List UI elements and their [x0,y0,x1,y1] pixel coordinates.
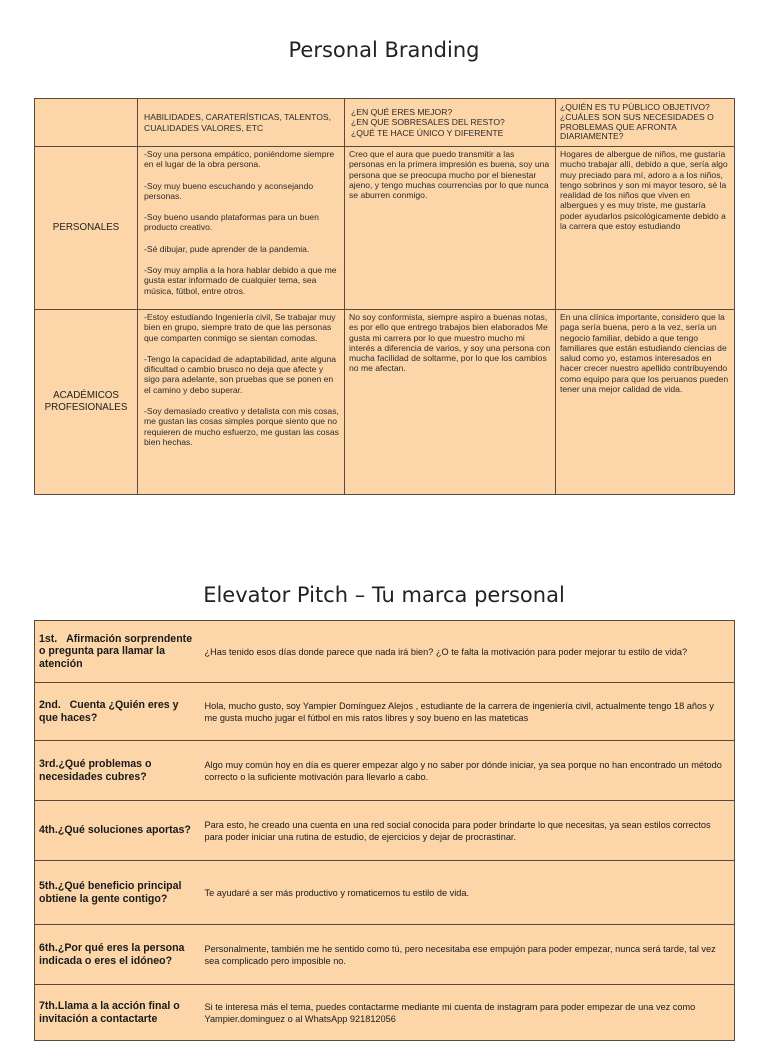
academicos-audience-cell: En una clínica importante, considero que la paga sería buena, pero a la vez, sería un negocio familiar, debido a que tengo familiares que están estudiando ciencias de salud como yo, estamos interesados en hacer crecer nuestro apellido contribuyendo como equipo para que los peruanos pueden tener una mejor calidad de vida. [556,310,735,495]
pitch-question-text: Afirmación sorprendente o pregunta para llamar la atención [39,632,193,670]
pitch-question-text: ¿Qué beneficio principal obtiene la gente contigo? [39,879,182,905]
header-skills: HABILIDADES, CARATERÍSTICAS, TALENTOS, CUALIDADES VALORES, ETC [138,99,345,147]
pitch-row [35,741,735,801]
personales-skill-item: -Sé dibujar, pude aprender de la pandemia. [144,243,310,254]
pitch-row [35,621,735,683]
elevator-pitch-table [34,620,735,1041]
pitch-row [35,925,735,985]
header-strengths-text: ¿EN QUÉ ERES MEJOR? ¿EN QUE SOBRESALES DEL RESTO? ¿QUÉ TE HACE ÚNICO Y DIFERENTE [351,107,505,138]
pitch-question [35,683,201,741]
pitch-row [35,801,735,861]
pitch-question [35,925,201,985]
pitch-question [35,985,201,1041]
academicos-skill-item: -Estoy estudiando Ingeniería civil, Se trabajar muy bien en grupo, siempre trato de que las personas que comparten conmigo se sientan comodas. [144,312,336,343]
pitch-step-number: 7th. [39,999,58,1012]
personales-skill-item: -Soy una persona empático, poniéndome siempre en el lugar de la obra persona. [144,149,335,170]
personal-branding-table [34,98,735,495]
personales-strengths-cell: Creo que el aura que puedo transmitir a las personas en la primera impresión es buena, soy una persona que se preocupa mucho por el bienestar ajeno, y tengo muchas courrencias por lo que nunca se aburren conmigo. [345,147,556,310]
branding-row-personales [35,147,735,310]
pitch-question [35,741,201,801]
personales-skill-item: -Soy muy bueno escuchando y aconsejando personas. [144,180,314,201]
pitch-step-number: 6th. [39,941,58,954]
header-empty-cell [35,99,138,147]
personales-skill-item: -Soy bueno usando plataformas para un buen producto creativo. [144,212,319,233]
pitch-step-number: 5th. [39,879,58,892]
pitch-question [35,861,201,925]
pitch-step-number: 3rd. [39,757,59,770]
pitch-answer: Si te interesa más el tema, puedes contactarme mediante mi cuenta de instagram para poder empezar de una vez como Yampier.dominguez o al WhatsApp 921812056 [201,985,735,1041]
row-label-academicos: ACADÉMICOS PROFESIONALES [35,310,138,495]
pitch-row [35,985,735,1041]
header-audience: ¿QUIÉN ES TU PÚBLICO OBJETIVO? ¿CUÁLES SON SUS NECESIDADES O PROBLEMAS QUE AFRONTA DIARIAMENTE? [556,99,735,147]
personales-audience-cell: Hogares de albergue de niños, me gustaría mucho trabajar allí, debido a que, sería algo muy preciado para mí, adoro a a los niños, tengo sobrinos y son mi mayor tesoro, sé la realidad de los niños que viven en albergues y es muy triste, me gustaría poder ayudarlos psicológicamente debido a la carrera que estoy estudiando [556,147,735,310]
pitch-step-number: 1st. [39,632,58,645]
row-label-personales: PERSONALES [35,147,138,310]
pitch-question-text: ¿Por qué eres la persona indicada o eres el idóneo? [39,941,185,967]
pitch-question [35,801,201,861]
pitch-step-number: 4th. [39,824,58,837]
academicos-skills-cell [138,310,345,495]
academicos-skill-item: -Tengo la capacidad de adaptabilidad, ante alguna dificultad o cambio brusco no deja que afecte y sigo para adelante, son pruebas que se ponen en el camino y debo superar. [144,353,337,395]
branding-title: Personal Branding [288,38,480,62]
personales-skills-cell [138,147,345,310]
branding-row-academicos [35,310,735,495]
branding-header-row [35,99,735,147]
pitch-row [35,861,735,925]
pitch-question [35,621,201,683]
pitch-row [35,683,735,741]
pitch-question-text: ¿Qué problemas o necesidades cubres? [39,757,152,783]
pitch-question-text: ¿Qué soluciones aportas? [57,824,191,837]
academicos-strengths-cell: No soy conformista, siempre aspiro a buenas notas, es por ello que entrego trabajos bien elaborados Me gusta mi carrera por lo que muestro mucho mi interés a diferencia de varios, y soy una persona con mucha facilidad de soltarme, por lo que los cambios no me afectan. [345,310,556,495]
pitch-title: Elevator Pitch – Tu marca personal [203,583,565,607]
pitch-answer: Algo muy común hoy en día es querer empezar algo y no saber por dónde iniciar, ya sea porque no han encontrado un método correcto o la suficiente motivación para llevarlo a cabo. [201,741,735,801]
personales-skill-item: -Soy muy amplia a la hora hablar debido a que me gusta estar informado de cualquier tema, sea música, fútbol, entre otros. [144,265,337,296]
pitch-answer: Hola, mucho gusto, soy Yampier Domínguez Alejos , estudiante de la carrera de ingeniería civil, actualmente tengo 18 años y me gusta mucho jugar el fútbol en mis ratos libres y soy bueno en las mateticas [201,683,735,741]
pitch-answer: Para esto, he creado una cuenta en una red social conocida para poder brindarte lo que necesitas, ya sean estilos correctos para poder iniciar una rutina de estudio, de ejercicios y dejar de procrastinar. [201,801,735,861]
pitch-answer: Te ayudaré a ser más productivo y romaticemos tu estilo de vida. [201,861,735,925]
header-strengths [345,99,556,147]
pitch-step-number: 2nd. [39,698,61,711]
academicos-skill-item: -Soy demasiado creativo y detalista con mis cosas, me gustan las cosas simples porque siento que no requieren de mucho esfuerzo, me gustan las cosas bien hechas. [144,406,339,447]
pitch-question-text: Llama a la acción final o invitación a contactarte [39,999,180,1025]
pitch-question-text: Cuenta ¿Quién eres y que haces? [39,698,179,724]
pitch-answer: ¿Has tenido esos días donde parece que nada irá bien? ¿O te falta la motivación para poder mejorar tu estilo de vida? [201,621,735,683]
pitch-answer: Personalmente, también me he sentido como tú, pero necesitaba ese empujón para poder empezar, nunca será tarde, tal vez sea complicado pero imposible no. [201,925,735,985]
